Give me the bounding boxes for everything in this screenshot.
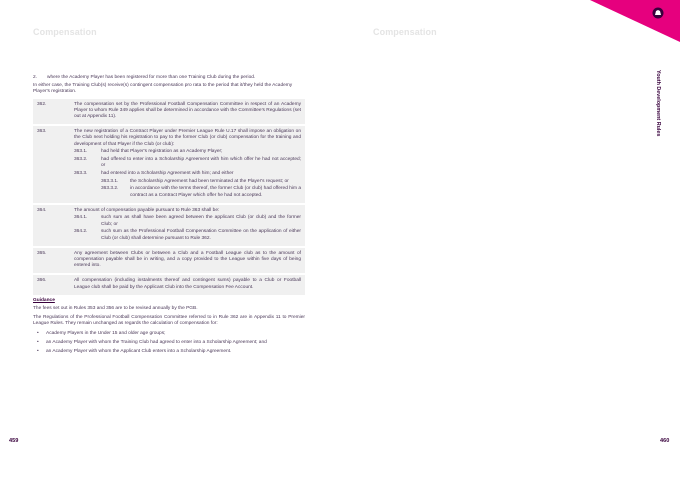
rule-box bbox=[33, 126, 305, 203]
intro-item-number: 2. bbox=[33, 75, 38, 80]
rule-text: The compensation set by the Professional Football Compensation Committee in respect of an Academy Player to whom Rule 349 applies shall be determined in accordance with the Committee's Regulations (set out at Appendix 11). bbox=[74, 101, 301, 120]
rule-number: 366. bbox=[37, 278, 47, 284]
bullet-text: an Academy Player with whom the Training Club had agreed to enter into a Scholarship Agreement; and bbox=[46, 339, 267, 345]
subsub-rule-number: 363.3.1. bbox=[101, 178, 119, 184]
bullet-icon: • bbox=[37, 330, 39, 336]
guidance-heading: Guidance bbox=[33, 297, 55, 303]
rule-number: 365. bbox=[37, 250, 47, 256]
bullet-text: Academy Players in the Under 15 and older age groups; bbox=[46, 330, 166, 336]
intro-item-text: where the Academy Player has been registered for more than one Training Club during the period. bbox=[47, 75, 256, 80]
page-title-left: Compensation bbox=[33, 27, 97, 37]
sub-rule-number: 364.1. bbox=[74, 215, 88, 221]
rule-box bbox=[33, 99, 305, 125]
subsub-rule-text: in accordance with the terms thereof, the former Club (or club) had offered him a contract as a Contract Player which offer he had not accepted. bbox=[130, 186, 301, 198]
rule-text: The new registration of a Contract Player under Premier League Rule U.17 shall impose an obligation on the Club next holding his registration to pay to the former Club (or club) compensation for the training and development of that Player if the Club (or club): bbox=[74, 129, 301, 147]
bullet-icon: • bbox=[37, 339, 39, 345]
rule-number: 363. bbox=[37, 129, 47, 135]
intro-paragraph: In either case, the Training Club(s) receive(s) contingent compensation pro rata to the period that it/they held the Academy Player's registration. bbox=[33, 83, 293, 95]
corner-band bbox=[590, 0, 680, 42]
guidance-bullet bbox=[33, 331, 305, 337]
rule-box bbox=[33, 275, 305, 294]
sub-rule-text: had entered into a Scholarship Agreement with him; and either bbox=[101, 170, 234, 176]
sub-rule-text: had held that Player's registration as an Academy Player; bbox=[101, 149, 223, 155]
rule-number: 364. bbox=[37, 207, 47, 213]
section-side-label: Youth Development Rules bbox=[655, 70, 661, 137]
sub-rule-text: such sum as shall have been agreed between the applicant Club (or club) and the former Club; or bbox=[101, 215, 301, 227]
guidance-bullet bbox=[33, 340, 305, 346]
bullet-text: an Academy Player with whom the Applicant Club enters into a Scholarship Agreement. bbox=[46, 349, 232, 354]
rule-box bbox=[33, 248, 305, 274]
subsub-rule-number: 363.3.2. bbox=[101, 186, 119, 192]
sub-rule-text: had offered to enter into a Scholarship Agreement with him which offer he had not accepted; or bbox=[101, 157, 301, 169]
intro-list-item bbox=[33, 75, 305, 81]
page-number-right: 460 bbox=[660, 438, 670, 444]
rule-box bbox=[33, 205, 305, 246]
guidance-bullet bbox=[33, 349, 305, 355]
guidance-paragraph: The fees set out in Rules 353 and 356 are to be revised annually by the PGB. bbox=[33, 305, 198, 311]
sub-rule-number: 363.2. bbox=[74, 157, 88, 163]
subsub-rule-text: the Scholarship Agreement had been terminated at the Player's request; or bbox=[130, 178, 289, 184]
sub-rule-number: 363.3. bbox=[74, 170, 88, 176]
lion-logo-icon bbox=[653, 8, 664, 19]
page-number-left: 459 bbox=[9, 438, 19, 444]
rule-number: 362. bbox=[37, 101, 47, 107]
page-title-right: Compensation bbox=[373, 27, 437, 37]
sub-rule-number: 363.1. bbox=[74, 149, 88, 155]
rule-text: The amount of compensation payable pursuant to Rule 363 shall be: bbox=[74, 207, 220, 213]
sub-rule-text: such sum as the Professional Football Compensation Committee on the application of either Club (or club) shall determine pursuant to Rule 362. bbox=[101, 229, 301, 241]
bullet-icon: • bbox=[37, 349, 39, 354]
guidance-paragraph: The Regulations of the Professional Football Compensation Committee referred to in Rule 362 are in Appendix 11 to Premier League Rules. They remain unchanged as regards the calculation of compensation for: bbox=[33, 315, 305, 327]
sub-rule-number: 364.2. bbox=[74, 229, 88, 235]
rule-text: Any agreement between Clubs or between a Club and a Football League club as to the amount of compensation payable shall be in writing, and a copy provided to the League within five days of being entered into. bbox=[74, 250, 301, 269]
rule-text: All compensation (including instalments thereof and contingent sums) payable to a Club or Football League club shall be paid by the Applicant Club into the Compensation Fee Account. bbox=[74, 278, 301, 290]
document-body bbox=[33, 75, 305, 358]
